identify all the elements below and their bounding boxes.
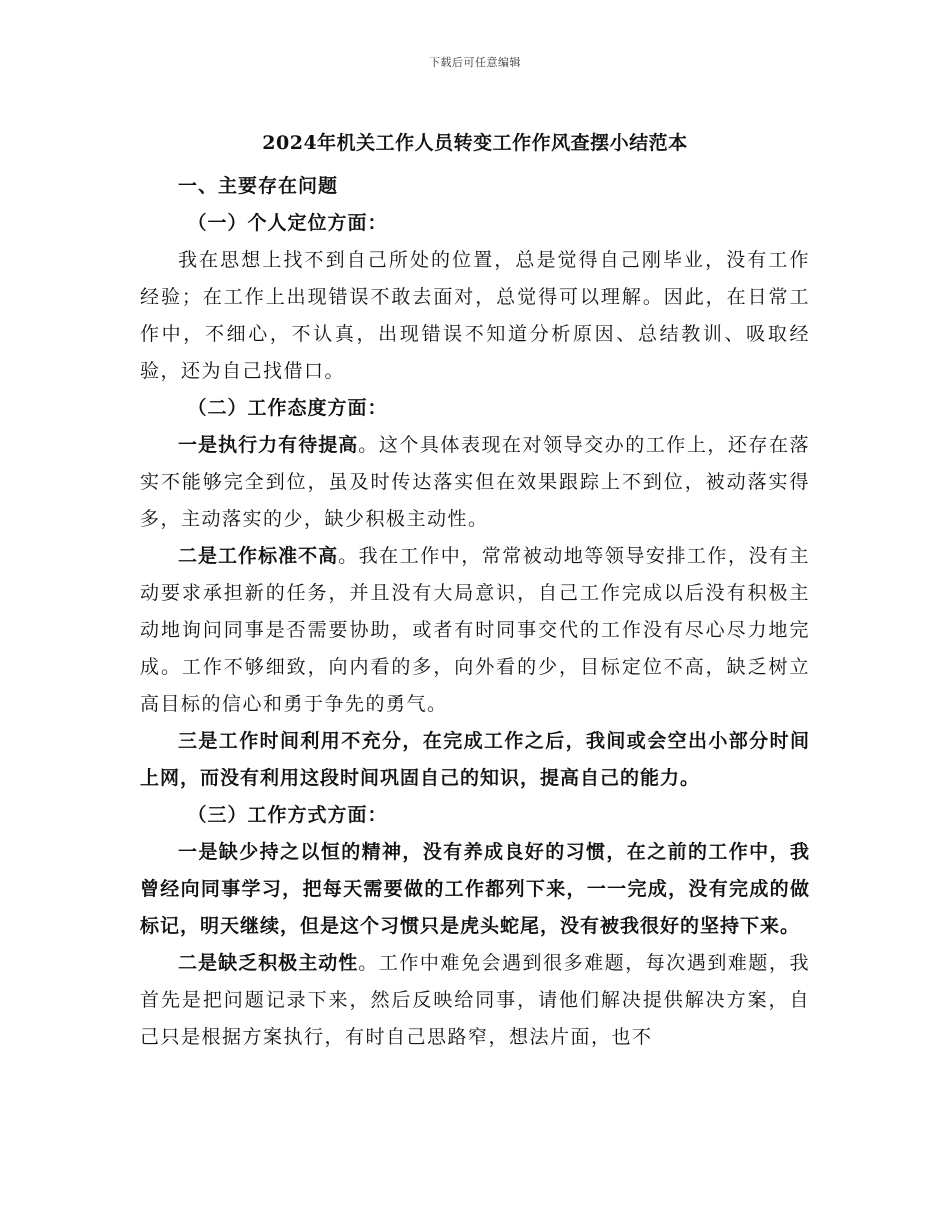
page-header-note: 下载后可任意编辑 — [429, 56, 521, 69]
paragraph-personal-positioning: 我在思想上找不到自己所处的位置，总是觉得自己刚毕业，没有工作经验；在工作上出现错误不敢去面对，总觉得可以理解。因此，在日常工作中，不细心，不认真，出现错误不知道分析原因、总结教训、吸取经验，还为自己找借口。 — [140, 249, 810, 382]
paragraph-initiative — [140, 945, 810, 1056]
subsection-heading-personal-positioning: （一）个人定位方面： — [187, 212, 388, 234]
paragraph-time-usage: 三是工作时间利用不充分，在完成工作之后，我间或会空出小部分时间上网，而没有利用这段时间巩固自己的知识，提高自己的能力。 — [140, 730, 810, 789]
paragraph-perseverance: 一是缺少持之以恒的精神，没有养成良好的习惯，在之前的工作中，我曾经向同事学习，把每天需要做的工作都列下来，一一完成，没有完成的做标记，明天继续，但是这个习惯只是虎头蛇尾，没有被我很好的坚持下来。 — [140, 841, 810, 937]
subsection-heading-work-method: （三）工作方式方面： — [187, 804, 388, 826]
document-body — [140, 168, 810, 1056]
paragraph-text: 。这个具体表现在对领导交办的工作上，还存在落实不能够完全到位，虽及时传达落实但在效果跟踪上不到位，被动落实得多，主动落实的少，缺少积极主动性。 — [140, 434, 810, 530]
paragraph-execution — [140, 427, 810, 538]
paragraph-text: 。我在工作中，常常被动地等领导安排工作，没有主动要求承担新的任务，并且没有大局意识，自己工作完成以后没有积极主动地询问同事是否需要协助，或者有时同事交代的工作没有尽心尽力地完成。工作不够细致，向内看的多，向外看的少，目标定位不高，缺乏树立高目标的信心和勇于争先的勇气。 — [140, 545, 810, 715]
paragraph-lead: 二是缺乏积极主动性 — [178, 952, 359, 974]
document-title: 2024年机关工作人员转变工作作风查摆小结范本 — [262, 132, 688, 154]
paragraph-text: 。工作中难免会遇到很多难题，每次遇到难题，我首先是把问题记录下来，然后反映给同事，请他们解决提供解决方案，自己只是根据方案执行，有时自己思路窄，想法片面，也不 — [140, 952, 810, 1048]
subsection-heading-work-attitude: （二）工作态度方面： — [187, 397, 388, 419]
paragraph-lead: 二是工作标准不高 — [178, 545, 339, 567]
paragraph-lead: 一是执行力有待提高 — [178, 434, 359, 456]
section-heading-main-problems: 一、主要存在问题 — [178, 175, 339, 197]
paragraph-work-standard — [140, 538, 810, 723]
